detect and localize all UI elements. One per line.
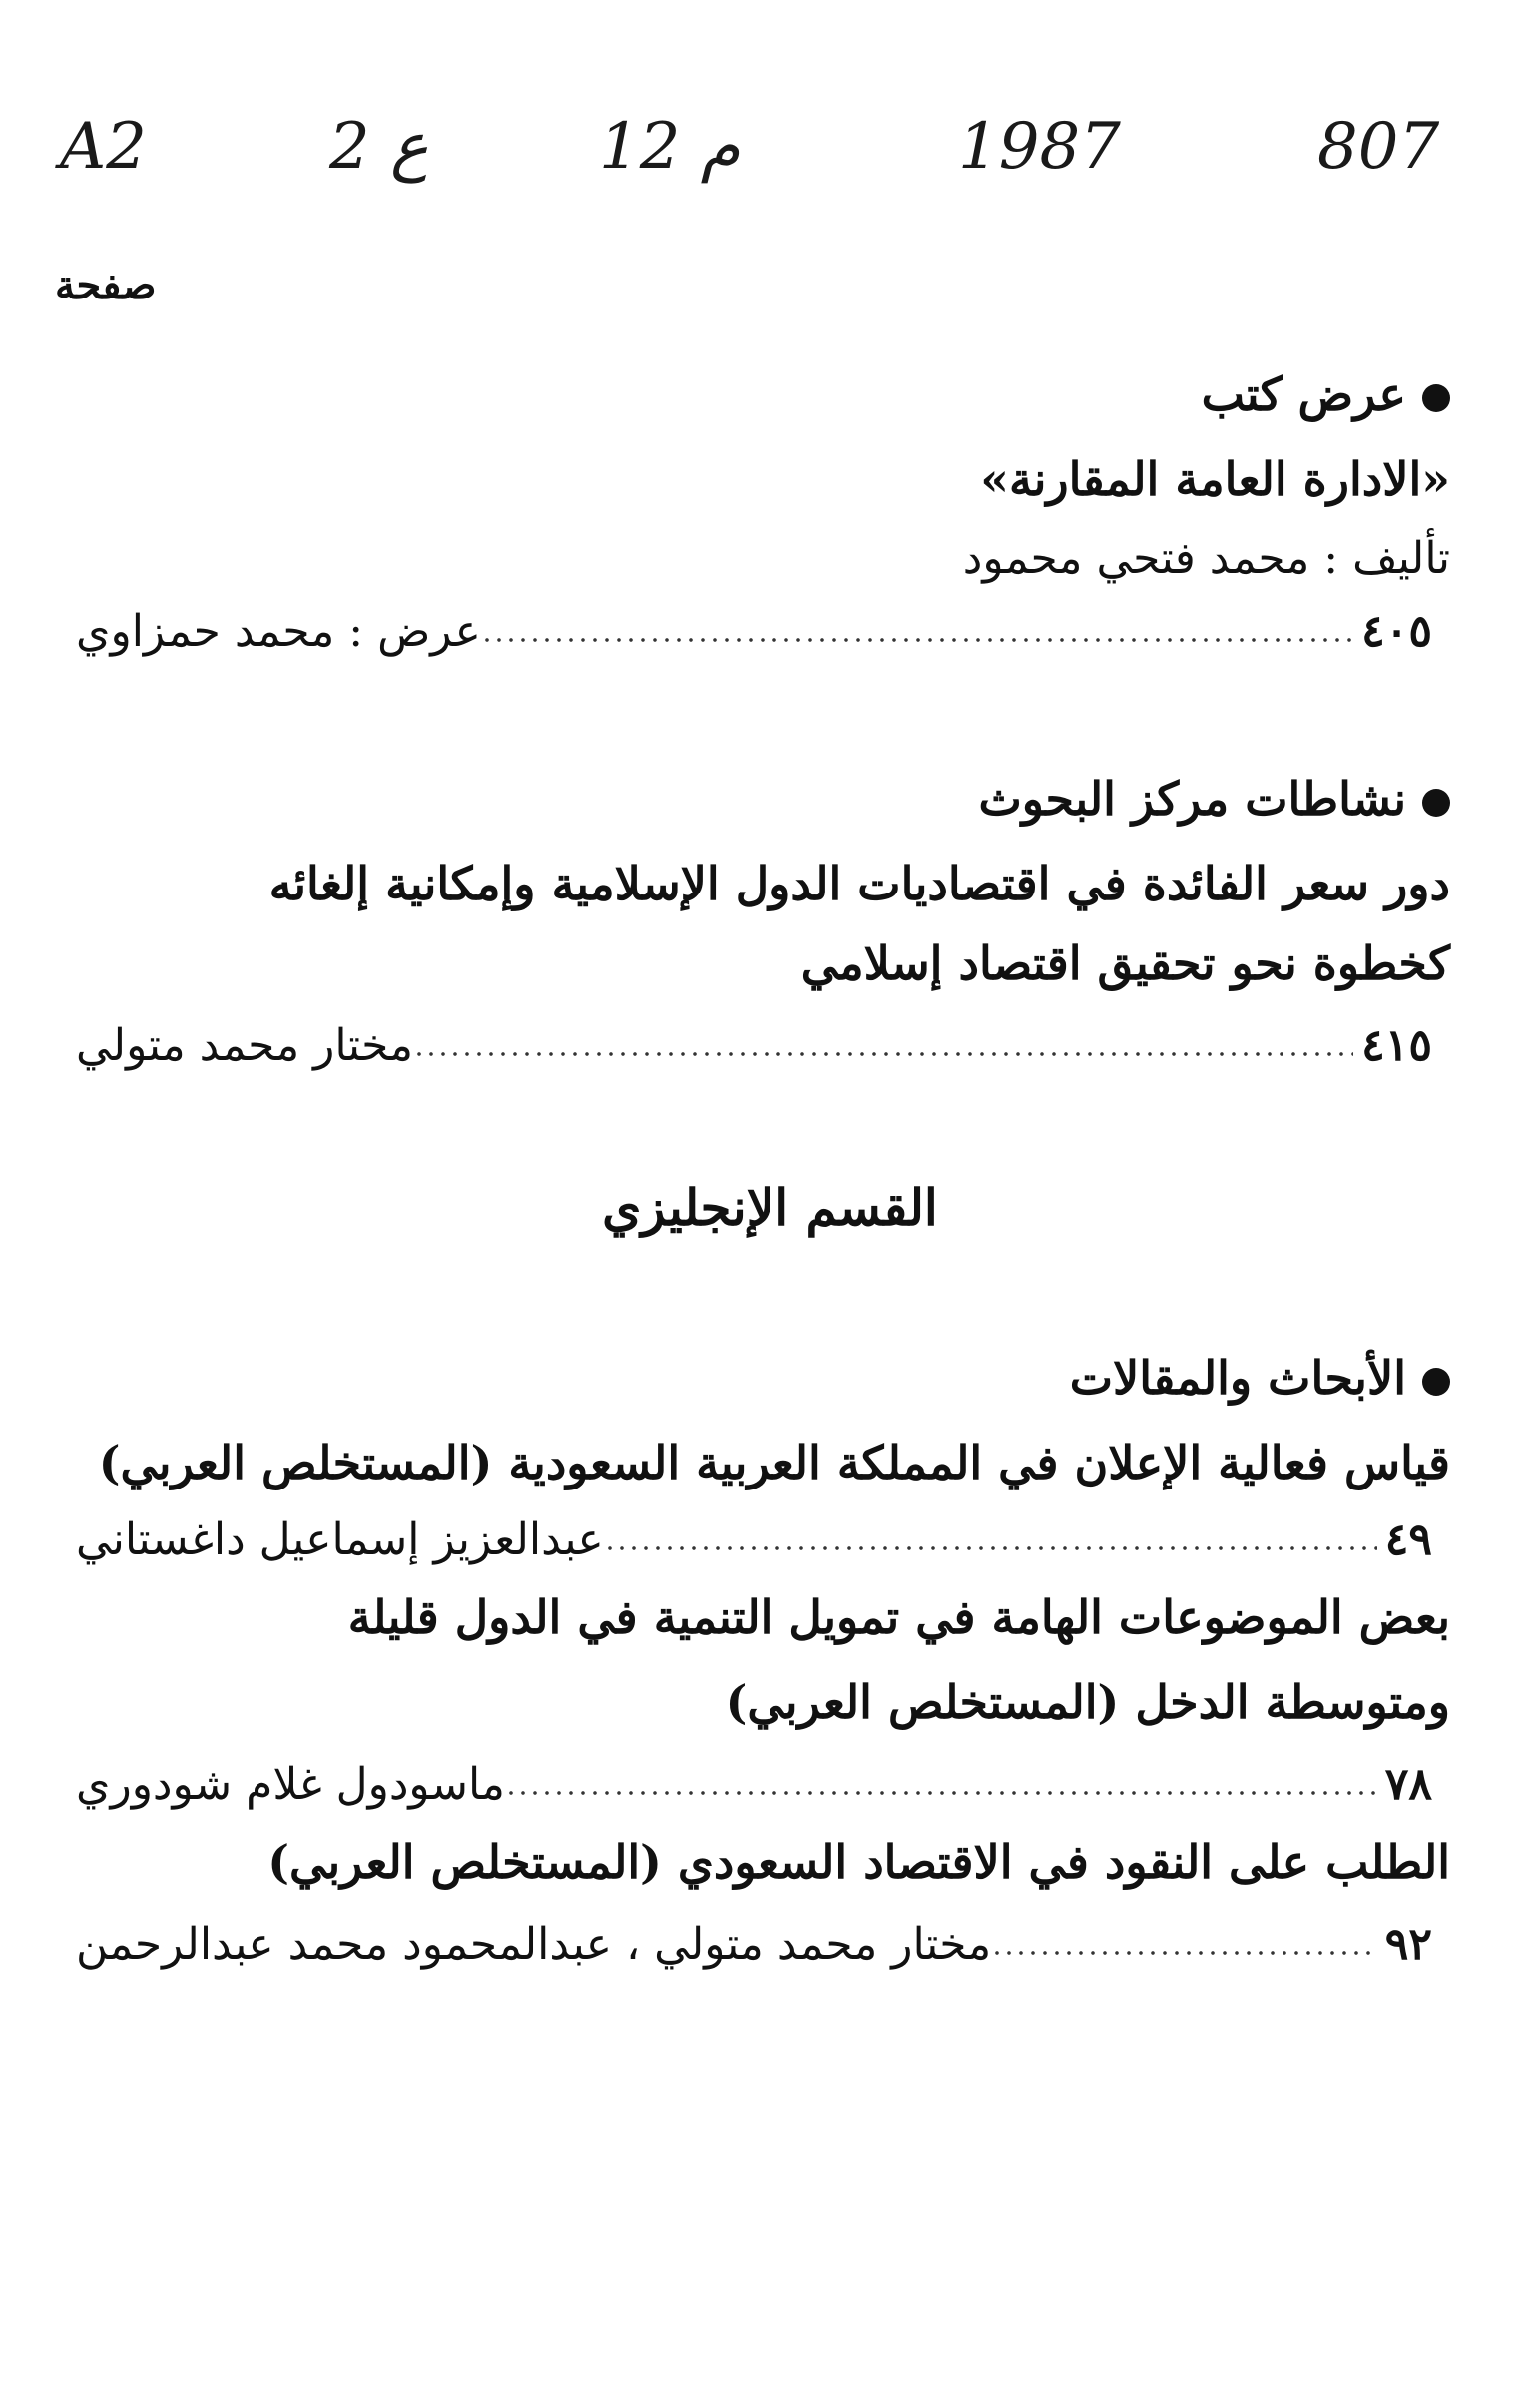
page-number: ٤١٥ (1361, 1019, 1432, 1071)
page-number: ٧٨ (1384, 1758, 1432, 1810)
page-number: ٩٢ (1384, 1918, 1432, 1970)
toc-entry (62, 599, 1450, 663)
toc-entry (62, 1912, 1450, 1976)
page-column-label: صفحة (55, 262, 157, 308)
handwritten-mark: 1987 (958, 110, 1121, 184)
entry-author: ماسودول غلام شودوري (76, 1758, 505, 1810)
dot-leader (505, 1790, 1377, 1796)
entry-title: الطلب على النقود في الاقتصاد السعودي (المستخلص العربي) (267, 1835, 1450, 1889)
handwritten-mark: 807 (1317, 110, 1440, 184)
section-heading-text: الأبحاث والمقالات (1069, 1351, 1406, 1405)
section-heading-text: نشاطات مركز البحوث (978, 772, 1406, 826)
entry-author: مختار محمد متولي ، عبدالمحمود محمد عبدالرحمن (76, 1918, 992, 1970)
entry-title: دور سعر الفائدة في اقتصاديات الدول الإسلامية وإمكانية إلغائه (268, 857, 1450, 910)
page-number: ٤٠٥ (1361, 605, 1432, 657)
entry-title: ومتوسطة الدخل (المستخلص العربي) (725, 1675, 1450, 1729)
bullet-icon (1422, 1368, 1450, 1396)
entry-author: مختار محمد متولي (76, 1019, 414, 1071)
section-heading (1202, 364, 1450, 424)
dot-leader (481, 637, 1353, 643)
bullet-icon (1422, 384, 1450, 412)
toc-entry (62, 1507, 1450, 1571)
entry-author: عبدالعزيز إسماعيل داغستاني (76, 1513, 604, 1565)
bullet-icon (1422, 789, 1450, 817)
dot-leader (604, 1545, 1377, 1551)
handwritten-mark: A2 (60, 110, 147, 184)
entry-title: كخطوة نحو تحقيق اقتصاد إسلامي (800, 936, 1450, 990)
entry-title: قياس فعالية الإعلان في المملكة العربية السعودية (المستخلص العربي) (98, 1436, 1450, 1489)
page-number: ٤٩ (1384, 1513, 1432, 1565)
handwritten-mark: 2 ع (329, 110, 429, 184)
toc-entry (62, 1013, 1450, 1077)
dot-leader (991, 1950, 1377, 1956)
entry-author: عرض : محمد حمزاوي (76, 605, 481, 657)
dot-leader (413, 1051, 1353, 1057)
section-heading (1070, 1348, 1450, 1408)
entry-title: بعض الموضوعات الهامة في تمويل التنمية في الدول قليلة (347, 1590, 1450, 1644)
english-section-title: القسم الإنجليزي (602, 1178, 938, 1237)
handwritten-catalogue-note (40, 100, 1457, 250)
book-author-line: تأليف : محمد فتحي محمود (962, 533, 1450, 584)
toc-entry (62, 1752, 1450, 1816)
handwritten-mark: 12 م (599, 110, 741, 184)
section-heading (978, 769, 1450, 829)
section-heading-text: عرض كتب (1201, 367, 1406, 421)
entry-title: «الادارة العامة المقارنة» (980, 452, 1450, 506)
